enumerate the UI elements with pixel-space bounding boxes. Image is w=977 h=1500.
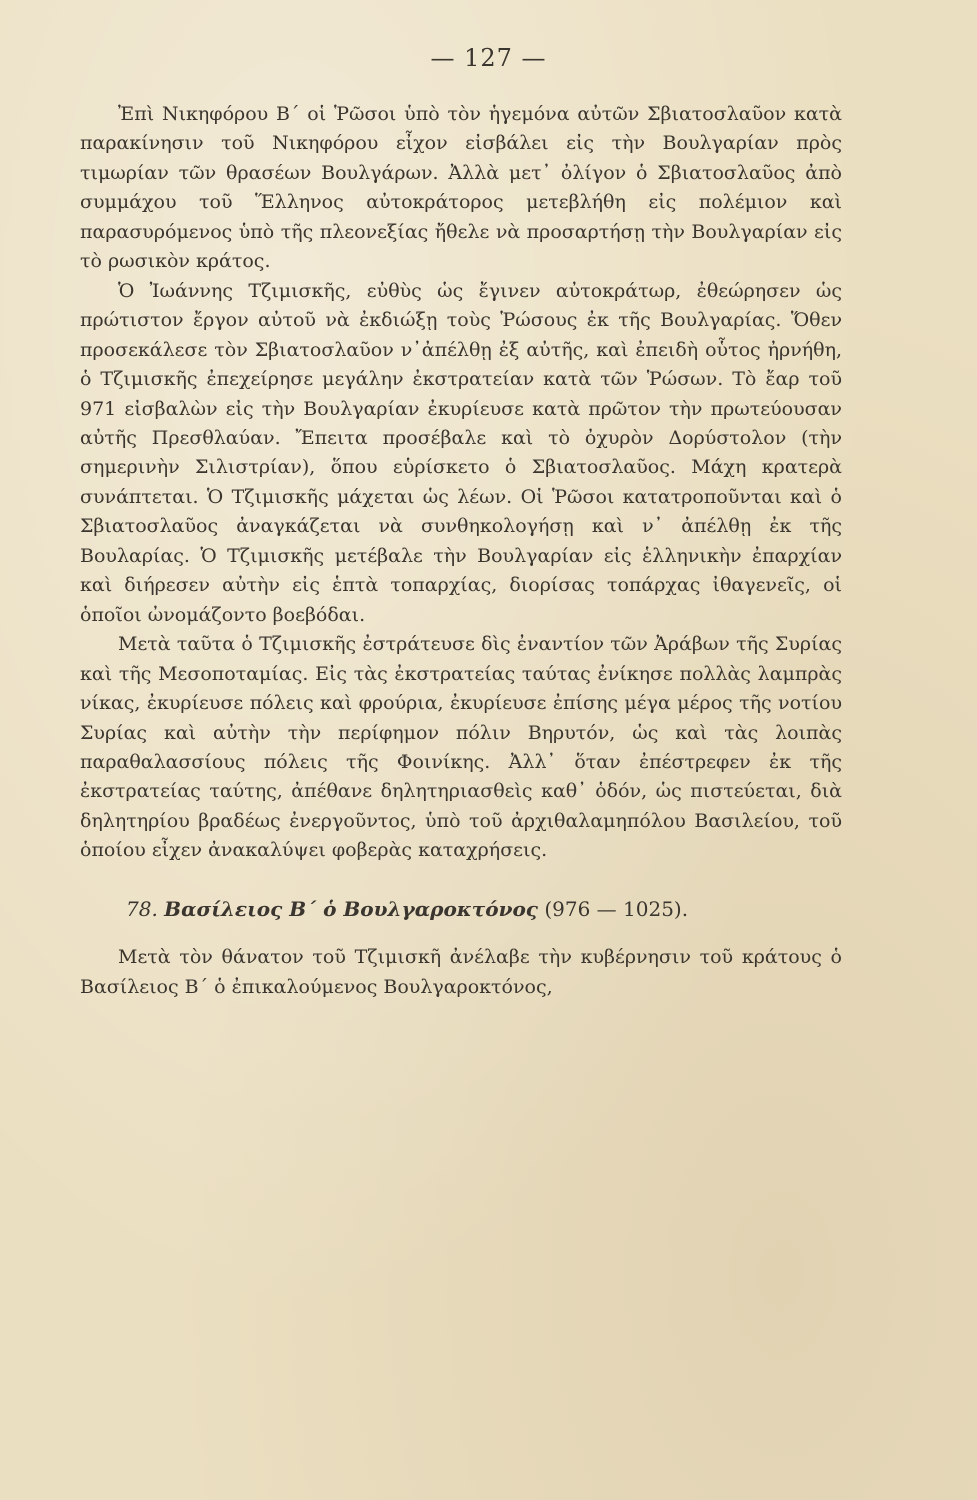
page-text — [80, 100, 842, 1002]
paragraph-basil: Μετὰ τὸν θάνατον τοῦ Τζιμισκῆ ἀνέλαβε τὴν κυβέρνησιν τοῦ κράτους ὁ Βασίλειος Β΄ ὁ ἐπικαλούμενος Βουλγαροκτόνος, — [80, 946, 842, 998]
page-number: — 127 — — [430, 44, 547, 72]
paragraph-tzimiskes-bulgaria: Ὁ Ἰωάννης Τζιμισκῆς, εὐθὺς ὡς ἔγινεν αὐτοκράτωρ, ἐθεώρησεν ὡς πρώτιστον ἔργον αὐτοῦ νὰ ἐκδιώξῃ τοὺς Ῥώσους ἐκ τῆς Βουλγαρίας. Ὅθεν προσεκάλεσε τὸν Σβιατοσλαῦον ν᾽ἀπέλθῃ ἐξ αὐτῆς, καὶ ἐπειδὴ οὗτος ἠρνήθη, ὁ Τζιμισκῆς ἐπεχείρησε μεγάλην ἐκστρατείαν κατὰ τῶν Ῥώσων. Τὸ ἔαρ τοῦ 971 εἰσβαλὼν εἰς τὴν Βουλγαρίαν ἐκυρίευσε κατὰ πρῶτον τὴν πρωτεύουσαν αὐτῆς Πρεσθλαύαν. Ἔπειτα προσέβαλε καὶ τὸ ὀχυρὸν Δορύστολον (τὴν σημερινὴν Σιλιστρίαν), ὅπου εὑρίσκετο ὁ Σβιατοσλαῦος. Μάχη κρατερὰ συνάπτεται. Ὁ Τζιμισκῆς μάχεται ὡς λέων. Οἱ Ῥῶσοι κατατροποῦνται καὶ ὁ Σβιατοσλαῦος ἀναγκάζεται νὰ συνθηκολογήσῃ καὶ ν᾽ ἀπέλθῃ ἐκ τῆς Βουλαρίας. Ὁ Τζιμισκῆς μετέβαλε τὴν Βουλγαρίαν εἰς ἑλληνικὴν ἐπαρχίαν καὶ διήρεσεν αὐτὴν εἰς ἑπτὰ τοπαρχίας, διορίσας τοπάρχας ἰθαγενεῖς, οἱ ὁποῖοι ὠνομάζοντο βοεβόδαι. — [80, 279, 842, 626]
paragraph-nikephoros: Ἐπὶ Νικηφόρου Β΄ οἱ Ῥῶσοι ὑπὸ τὸν ἡγεμόνα αὐτῶν Σβιατοσλαῦον κατὰ παρακίνησιν τοῦ Νικηφόρου εἶχον εἰσβάλει εἰς τὴν Βουλγαρίαν πρὸς τιμωρίαν τῶν θρασέων Βουλγάρων. Ἀλλὰ μετ᾽ ὀλίγον ὁ Σβιατοσλαῦος ἀπὸ συμμάχου τοῦ Ἕλληνος αὐτοκράτορος μετεβλήθη εἰς πολέμιον καὶ παρασυρόμενος ὑπὸ τῆς πλεονεξίας ἤθελε νὰ προσαρτήσῃ τὴν Βουλγαρίαν εἰς τὸ ρωσικὸν κράτος. — [80, 103, 842, 273]
section-dates: (976 — 1025). — [544, 896, 689, 921]
section-heading — [80, 895, 842, 924]
section-title: Βασίλειος Β΄ ὁ Βουλγαροκτόνος — [164, 896, 538, 921]
paragraph-tzimiskes-syria: Μετὰ ταῦτα ὁ Τζιμισκῆς ἐστράτευσε δὶς ἐναντίον τῶν Ἀράβων τῆς Συρίας καὶ τῆς Μεσοποταμίας. Εἰς τὰς ἐκστρατείας ταύτας ἐνίκησε πολλὰς λαμπρὰς νίκας, ἐκυρίευσε πόλεις καὶ φρούρια, ἐκυρίευσε ἐπίσης μέγα μέρος τῆς νοτίου Συρίας καὶ αὐτὴν τὴν περίφημον πόλιν Βηρυτόν, ὡς καὶ τὰς λοιπὰς παραθαλασσίους πόλεις τῆς Φοινίκης. Ἀλλ᾽ ὅταν ἐπέστρεφεν ἐκ τῆς ἐκστρατείας ταύτης, ἀπέθανε δηλητηριασθεὶς καθ᾽ ὁδόν, ὡς πιστεύεται, διὰ δηλητηρίου βραδέως ἐνεργοῦντος, ὑπὸ τοῦ ἀρχιθαλαμηπόλου Βασιλείου, τοῦ ὁποίου εἶχεν ἀνακαλύψει φοβερὰς καταχρήσεις. — [80, 633, 842, 862]
section-number: 78. — [126, 896, 158, 921]
